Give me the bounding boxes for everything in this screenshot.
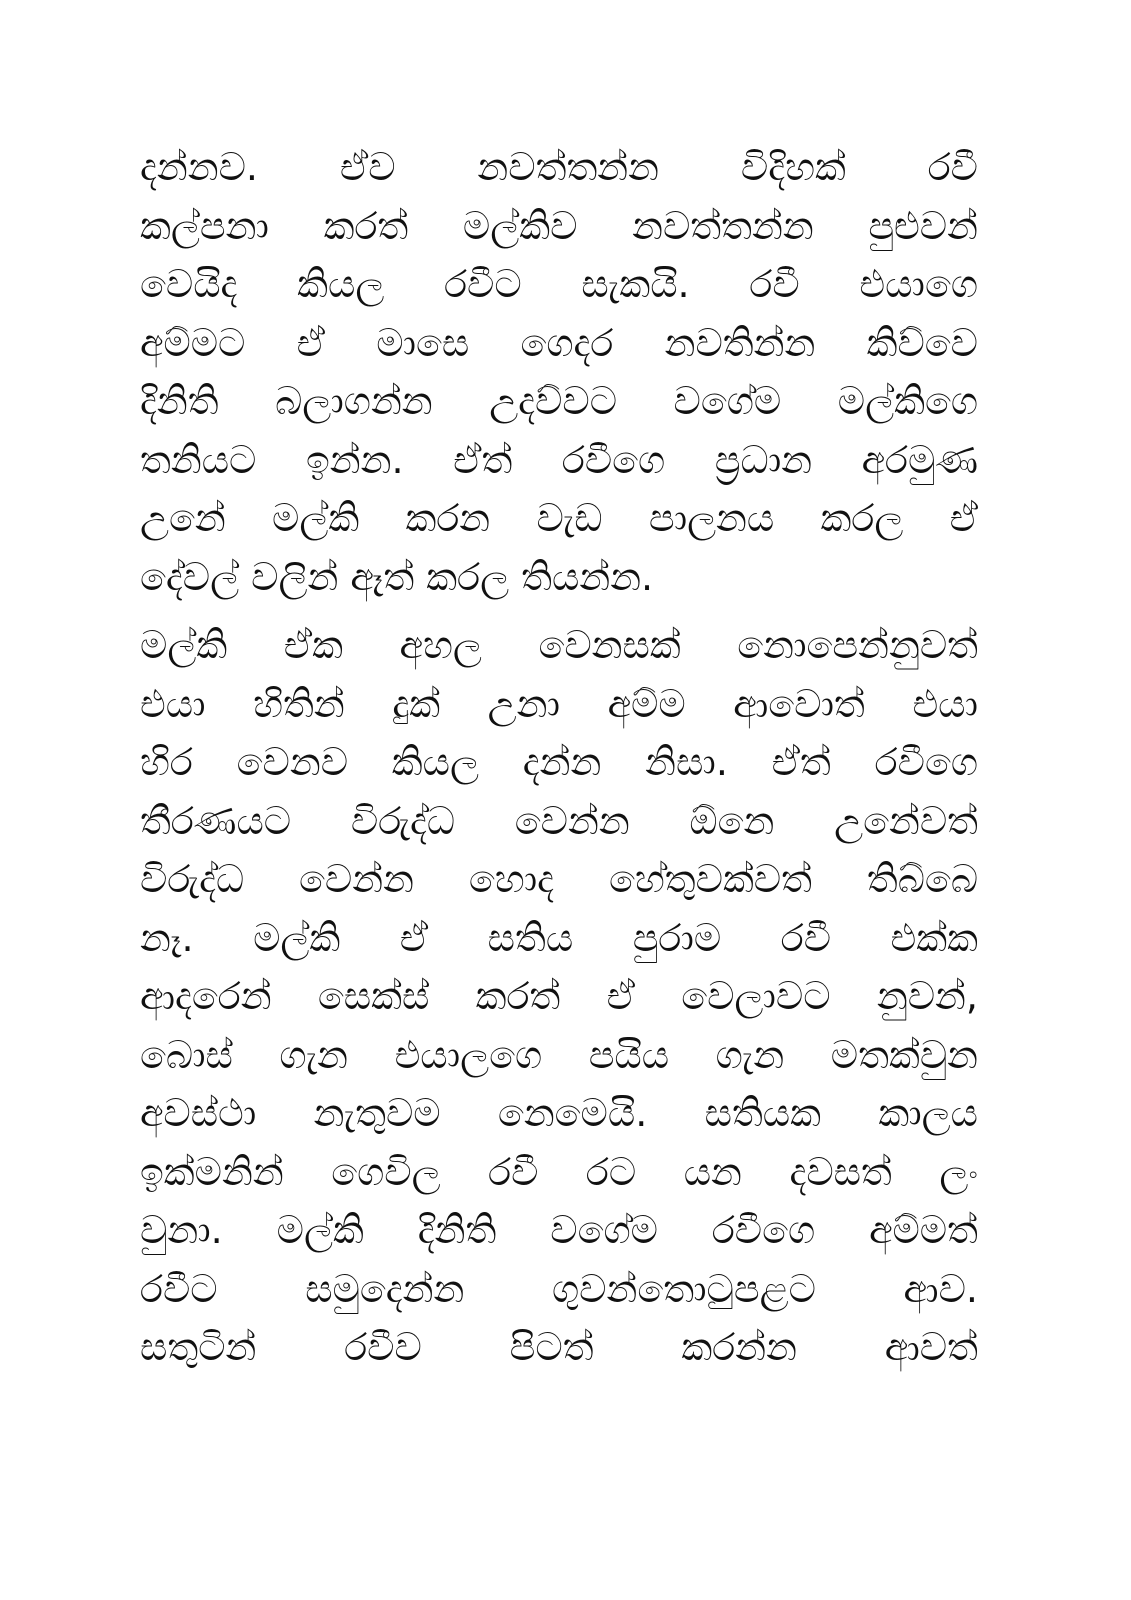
- paragraph-spacer: [140, 606, 978, 616]
- text-line: දන්නව. ඒව නවත්තන්න විදිහක් රවී: [140, 145, 978, 189]
- text-line: තීරණයට විරුද්ධ වෙන්න ඕනෙ උනේවත්: [140, 798, 978, 843]
- body-text: [140, 138, 978, 1377]
- text-line: මල්කි ඒක අහල වෙනසක් නොපෙන්නුවත්: [140, 623, 978, 667]
- text-line: විරුද්ධ වෙන්න හොද හේතුවක්වත් තිබ්බෙ: [140, 857, 978, 901]
- text-line: ඉක්මනින් ගෙවිල රවී රට යන දවසත් ලං: [140, 1149, 978, 1194]
- text-line: රවීට සමුදෙන්න ගුවන්තොටුපළට ආව.: [140, 1266, 978, 1311]
- text-line: නෑ. මල්කි ඒ සතිය පුරාම රවී එක්ක: [140, 915, 978, 960]
- text-line: හිර වෙනව කියල දන්න නිසා. ඒත් රවීගෙ: [140, 740, 978, 784]
- text-line: දිනිති බලාගන්න උදව්වට වගේම මල්කිගෙ: [140, 379, 978, 423]
- text-line: එයා හිතින් දුක් උනා අම්ම ආවොත් එයා: [140, 681, 978, 726]
- text-line: වෙයිද කියල රවීට සැකයි. රවී එයාගෙ: [140, 262, 978, 306]
- text-line: බොස් ගැන එයාලගෙ පයිය ගැන මතක්වුන: [140, 1032, 978, 1077]
- text-line: වුනා. මල්කි දිනිති වගේම රවීගෙ අම්මත්: [140, 1208, 978, 1252]
- text-line: කල්පනා කරත් මල්කිව නවත්තන්න පුළුවන්: [140, 203, 978, 248]
- text-line: සතුටින් රවීව පිටත් කරන්න ආවත්: [140, 1325, 978, 1369]
- paragraph-1: [140, 138, 978, 606]
- text-line: අවස්ථා නැතුවම නෙමෙයි. සතියක කාලය: [140, 1091, 978, 1135]
- paragraph-2: [140, 616, 978, 1377]
- text-line: තනියට ඉන්න. ඒත් රවීගෙ ප්‍රධාන අරමුණ: [140, 437, 978, 482]
- text-line: ආදරෙන් සෙක්ස් කරත් ඒ වෙලාවට නුවන්,: [140, 974, 978, 1018]
- text-line: උනේ මල්කි කරන වැඩ පාලනය කරල ඒ: [140, 496, 978, 540]
- text-line: අම්මට ඒ මාසෙ ගෙදර නවතින්න කිව්වෙ: [140, 320, 978, 365]
- text-line: දේවල් වලින් ඈත් කරල තියන්න.: [140, 554, 654, 599]
